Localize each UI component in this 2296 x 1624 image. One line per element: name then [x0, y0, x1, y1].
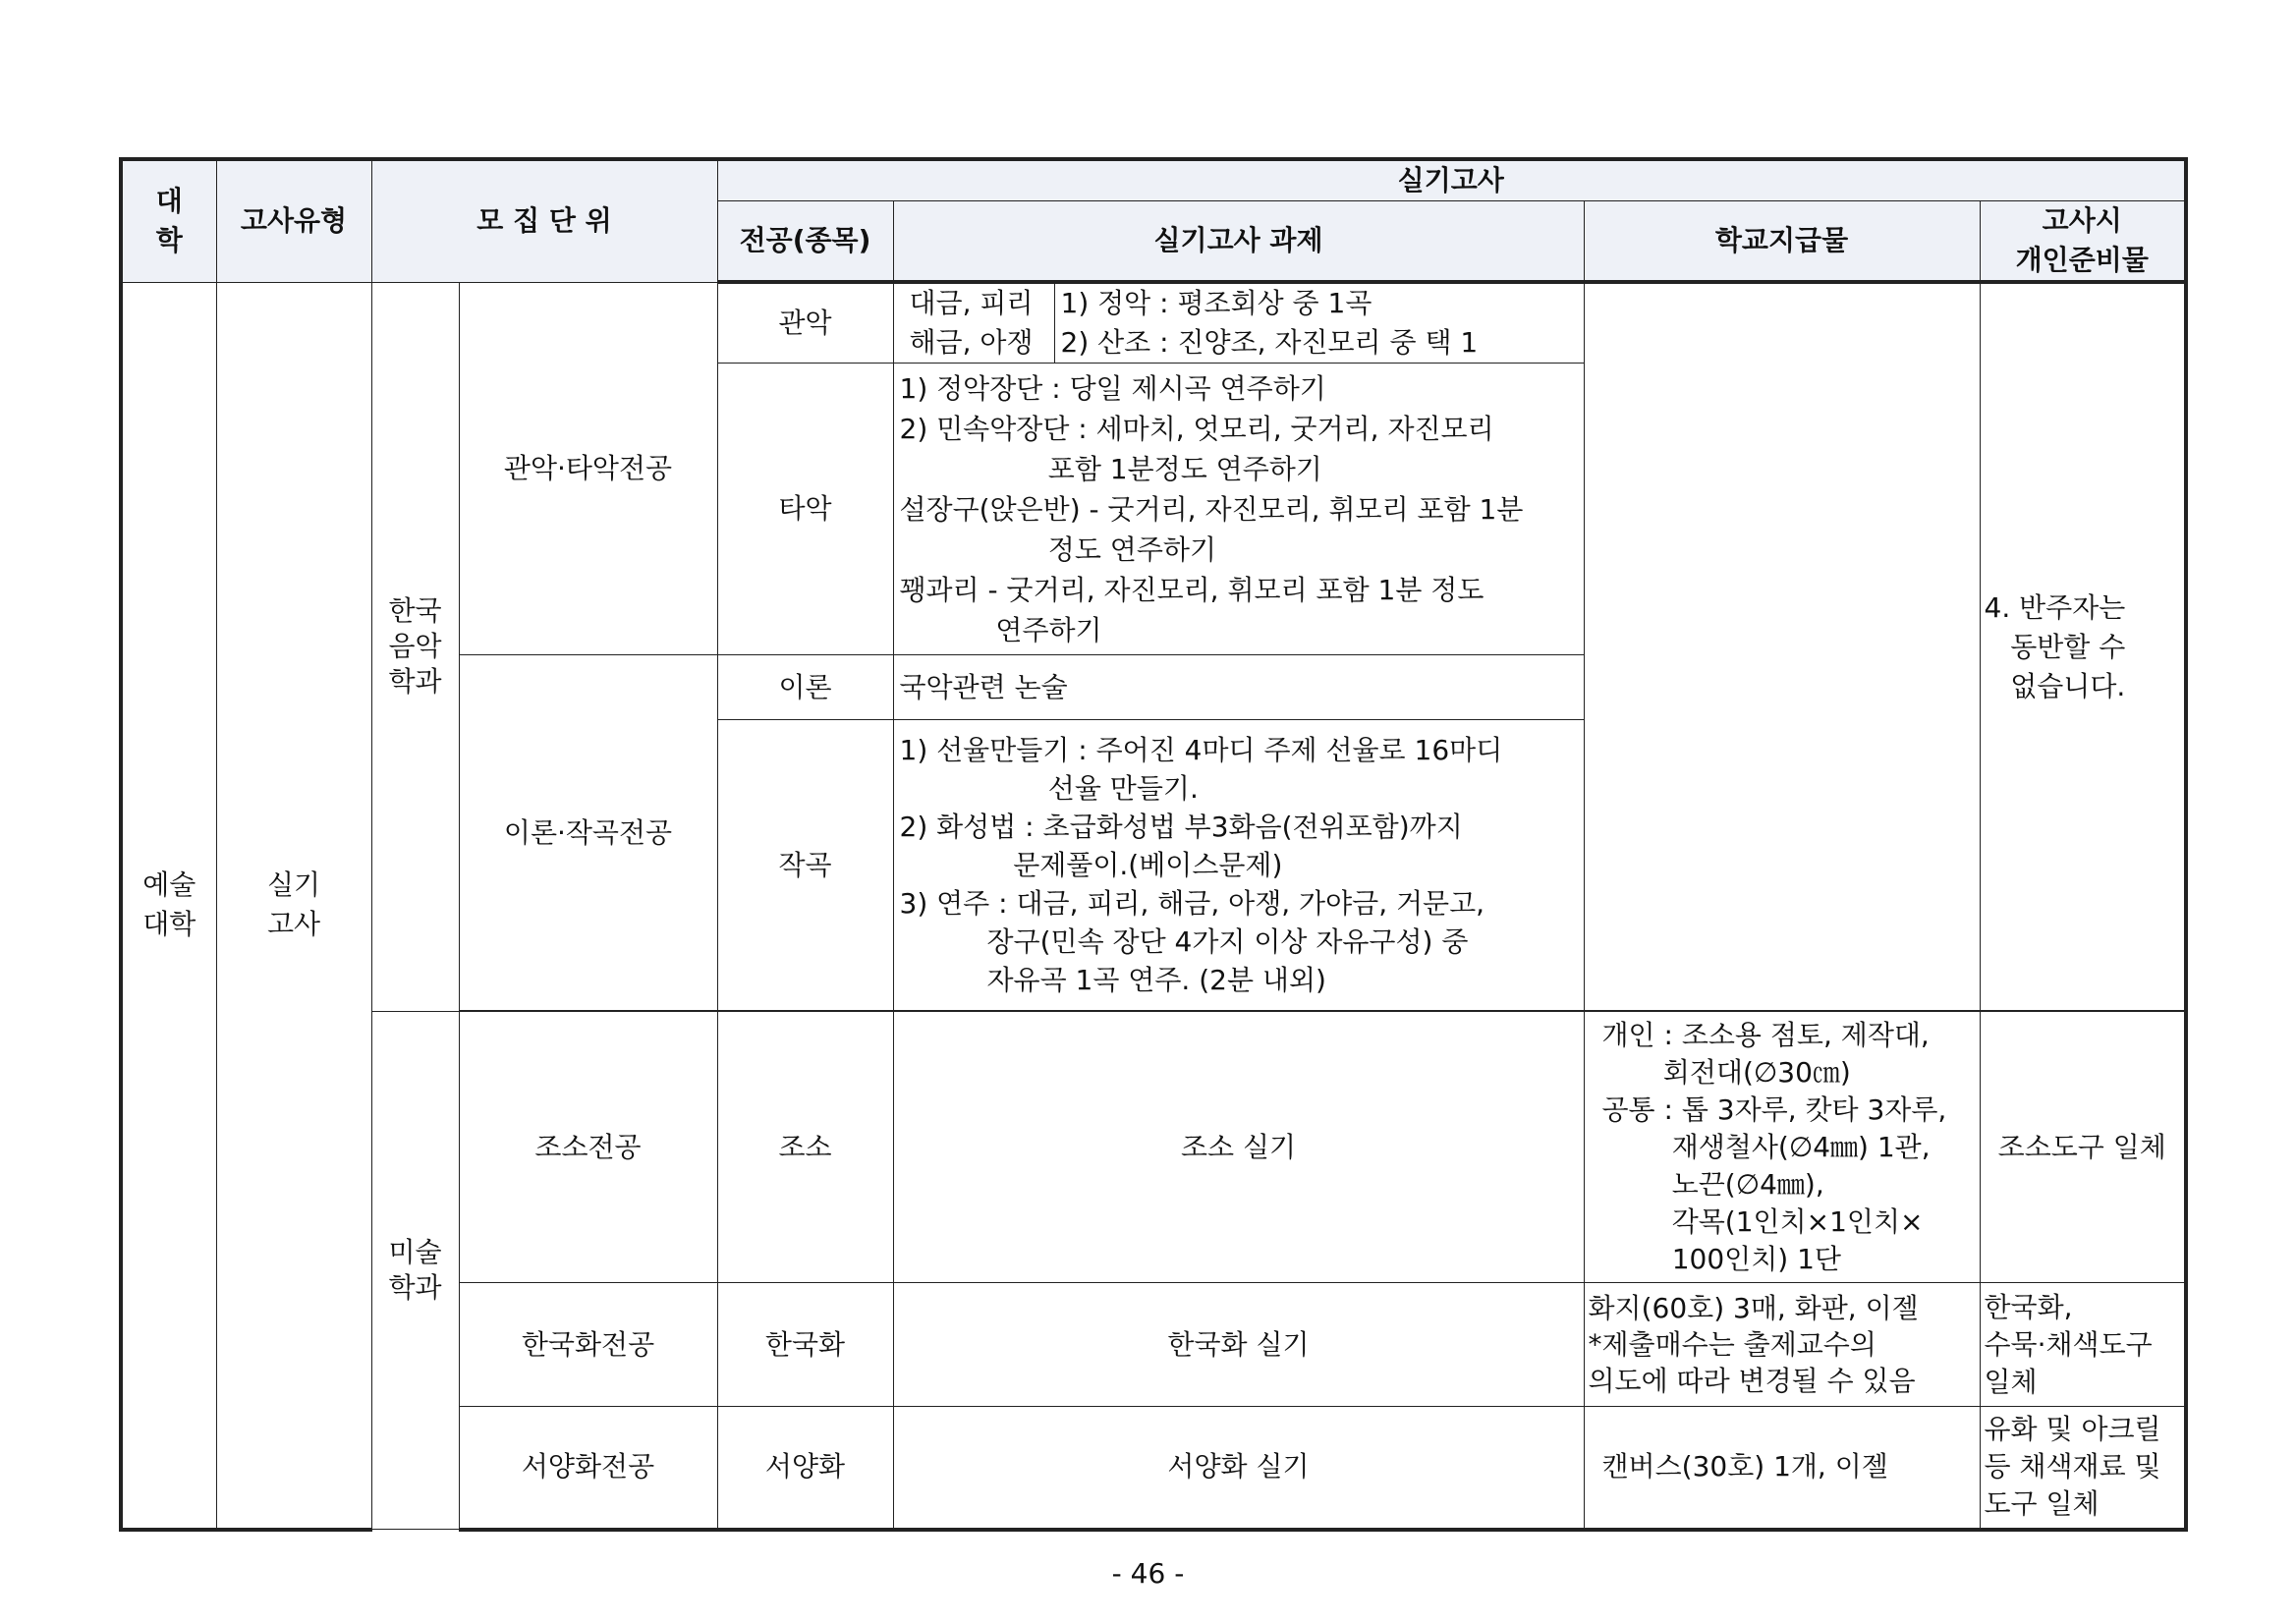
header-recruit-unit: 모 집 단 위: [371, 159, 717, 282]
korean-music-personal: 4. 반주자는 동반할 수 없습니다.: [1980, 282, 2186, 1011]
page-number: - 46 -: [1111, 1557, 1185, 1590]
subject-western-painting: 서양화: [717, 1407, 893, 1530]
major-korean-painting: 한국화전공: [459, 1283, 717, 1407]
subject-percussion: 타악: [717, 364, 893, 655]
major-wind-percussion: 관악·타악전공: [459, 282, 717, 655]
wind-task-cell: [893, 282, 1584, 364]
percussion-task: 1) 정악장단 : 당일 제시곡 연주하기 2) 민속악장단 : 세마치, 엇모리, 굿거리, 자진모리 포함 1분정도 연주하기 설장구(앉은반) - 굿거리, 자진모리, 휘모리 포함 1분 정도 연주하기 꽹과리 - 굿거리, 자진모리, 휘모리 포함 1분 정도 연주하기: [893, 364, 1584, 655]
composition-task: 1) 선율만들기 : 주어진 4마디 주제 선율로 16마디 선율 만들기. 2) 화성법 : 초급화성법 부3화음(전위포함)까지 문제풀이.(베이스문제) 3) 연주 : 대금, 피리, 해금, 아쟁, 가야금, 거문고, 장구(민속 장단 4가지 이상 자유구성) 중 자유곡 1곡 연주. (2분 내외): [893, 720, 1584, 1011]
korean-painting-task: 한국화 실기: [893, 1283, 1584, 1407]
dept-fine-arts: 미술 학과: [371, 1012, 459, 1530]
subject-theory: 이론: [717, 655, 893, 720]
exam-type-cell: 실기 고사: [216, 282, 371, 1530]
subject-composition: 작곡: [717, 720, 893, 1011]
sculpture-personal: 조소도구 일체: [1980, 1012, 2186, 1283]
header-task: 실기고사 과제: [893, 201, 1584, 283]
header-supplies: 학교지급물: [1584, 201, 1980, 283]
western-painting-supplies: 캔버스(30호) 1개, 이젤: [1584, 1407, 1980, 1530]
major-theory-composition: 이론·작곡전공: [459, 655, 717, 1011]
korean-painting-supplies: 화지(60호) 3매, 화판, 이젤 *제출매수는 출제교수의 의도에 따라 변경될 수 있음: [1584, 1283, 1980, 1407]
major-sculpture: 조소전공: [459, 1012, 717, 1283]
western-painting-task: 서양화 실기: [893, 1407, 1584, 1530]
subject-korean-painting: 한국화: [717, 1283, 893, 1407]
subject-sculpture: 조소: [717, 1012, 893, 1283]
college-cell: 예술 대학: [121, 282, 216, 1530]
korean-music-supplies: [1584, 282, 1980, 1011]
header-college: 대 학: [121, 159, 216, 282]
header-major: 전공(종목): [717, 201, 893, 283]
dept-korean-music: 한국 음악 학과: [371, 282, 459, 1012]
wind-instruments: 대금, 피리 해금, 아쟁: [894, 284, 1055, 363]
western-painting-personal: 유화 및 아크릴 등 채색재료 및 도구 일체: [1980, 1407, 2186, 1530]
admission-practical-exam-table: [119, 157, 2188, 1532]
subject-wind: 관악: [717, 282, 893, 364]
korean-painting-personal: 한국화, 수묵·채색도구 일체: [1980, 1283, 2186, 1407]
sculpture-task: 조소 실기: [893, 1012, 1584, 1283]
major-western-painting: 서양화전공: [459, 1407, 717, 1530]
wind-task: 1) 정악 : 평조회상 중 1곡 2) 산조 : 진양조, 자진모리 중 택 1: [1060, 287, 1479, 359]
header-practical-exam: 실기고사: [717, 159, 2186, 201]
header-personal: 고사시 개인준비물: [1980, 201, 2186, 283]
header-exam-type: 고사유형: [216, 159, 371, 282]
sculpture-supplies: 개인 : 조소용 점토, 제작대, 회전대(∅30㎝) 공통 : 톱 3자루, 캇타 3자루, 재생철사(∅4㎜) 1관, 노끈(∅4㎜), 각목(1인치×1인치× 100인치) 1단: [1584, 1012, 1980, 1283]
theory-task: 국악관련 논술: [893, 655, 1584, 720]
